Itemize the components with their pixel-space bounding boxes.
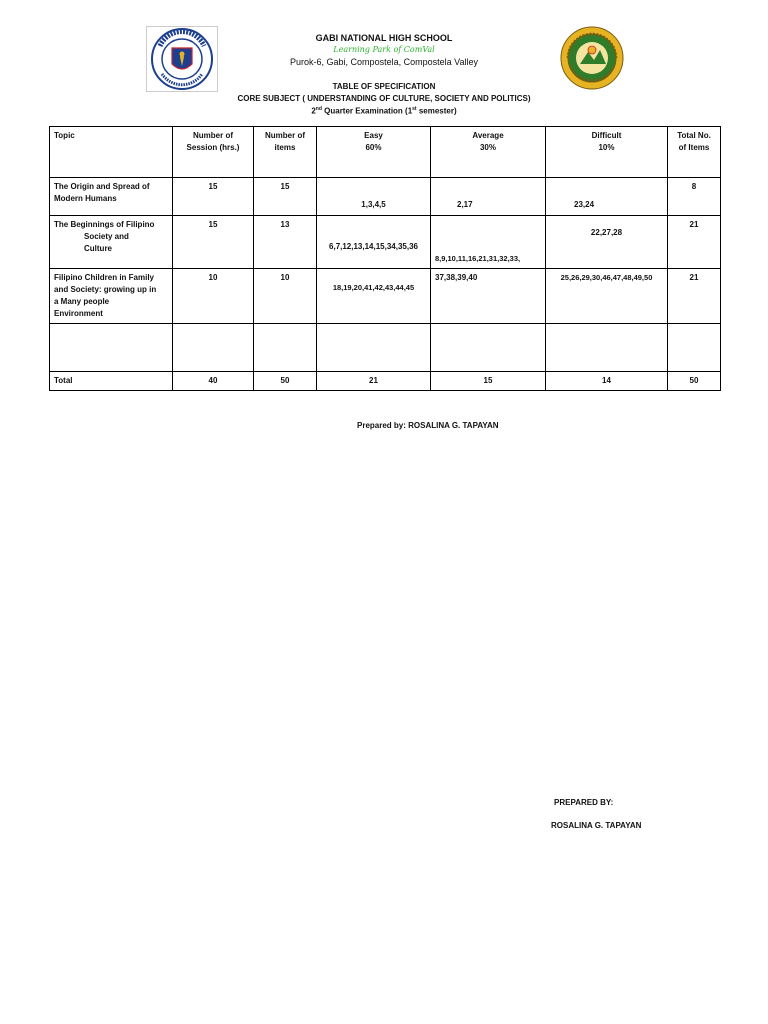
school-address: Purok-6, Gabi, Compostela, Compostela Valley	[290, 57, 478, 67]
total-average: 15	[431, 372, 546, 391]
sessions-cell: 10	[173, 269, 254, 324]
header-difficult: Difficult 10%	[546, 127, 668, 178]
prepared-by-label: PREPARED BY:	[554, 798, 614, 807]
table-row-empty	[50, 324, 721, 372]
school-motto: Learning Park of ComVal	[333, 45, 435, 54]
header-easy: Easy 60%	[317, 127, 431, 178]
empty-cell	[254, 324, 317, 372]
total-cell: 8	[668, 178, 721, 216]
document-title: TABLE OF SPECIFICATION	[332, 82, 436, 91]
difficult-cell: 23,24	[546, 178, 668, 216]
core-subject: CORE SUBJECT ( UNDERSTANDING OF CULTURE, SOCIETY AND POLITICS)	[237, 94, 531, 103]
topic-cell: The Origin and Spread of Modern Humans	[50, 178, 173, 216]
easy-cell: 6,7,12,13,14,15,34,35,36	[317, 216, 431, 269]
difficult-cell: 22,27,28	[546, 216, 668, 269]
school-name: GABI NATIONAL HIGH SCHOOL	[315, 33, 453, 43]
table-row	[50, 216, 721, 269]
total-difficult: 14	[546, 372, 668, 391]
empty-cell	[173, 324, 254, 372]
total-total: 50	[668, 372, 721, 391]
empty-cell	[431, 324, 546, 372]
topic-cell: The Beginnings of Filipino Society and Culture	[50, 216, 173, 269]
empty-cell	[50, 324, 173, 372]
header-total: Total No. of Items	[668, 127, 721, 178]
header-average: Average 30%	[431, 127, 546, 178]
header-topic: Topic	[50, 127, 173, 178]
average-cell: 37,38,39,40	[431, 269, 546, 324]
table-of-specification	[49, 126, 721, 391]
prepared-by-top: Prepared by: ROSALINA G. TAPAYAN	[357, 421, 499, 430]
header-items: Number of items	[254, 127, 317, 178]
table-row	[50, 269, 721, 324]
table-header-row	[50, 127, 721, 178]
difficult-cell: 25,26,29,30,46,47,48,49,50	[546, 269, 668, 324]
sessions-cell: 15	[173, 178, 254, 216]
total-label: Total	[50, 372, 173, 391]
easy-cell: 18,19,20,41,42,43,44,45	[317, 269, 431, 324]
average-cell: 2,17	[431, 178, 546, 216]
empty-cell	[668, 324, 721, 372]
items-cell: 13	[254, 216, 317, 269]
easy-cell: 1,3,4,5	[317, 178, 431, 216]
exam-period: 2nd Quarter Examination (1st semester)	[311, 106, 457, 116]
sessions-cell: 15	[173, 216, 254, 269]
header-sessions: Number of Session (hrs.)	[173, 127, 254, 178]
items-cell: 10	[254, 269, 317, 324]
table-total-row	[50, 372, 721, 391]
items-cell: 15	[254, 178, 317, 216]
topic-cell: Filipino Children in Family and Society: growing up in a Many people Environment	[50, 269, 173, 324]
empty-cell	[546, 324, 668, 372]
average-cell: 8,9,10,11,16,21,31,32,33,	[431, 216, 546, 269]
total-cell: 21	[668, 216, 721, 269]
total-sessions: 40	[173, 372, 254, 391]
empty-cell	[317, 324, 431, 372]
total-cell: 21	[668, 269, 721, 324]
table-row	[50, 178, 721, 216]
prepared-by-name: ROSALINA G. TAPAYAN	[551, 821, 642, 830]
total-easy: 21	[317, 372, 431, 391]
total-items: 50	[254, 372, 317, 391]
